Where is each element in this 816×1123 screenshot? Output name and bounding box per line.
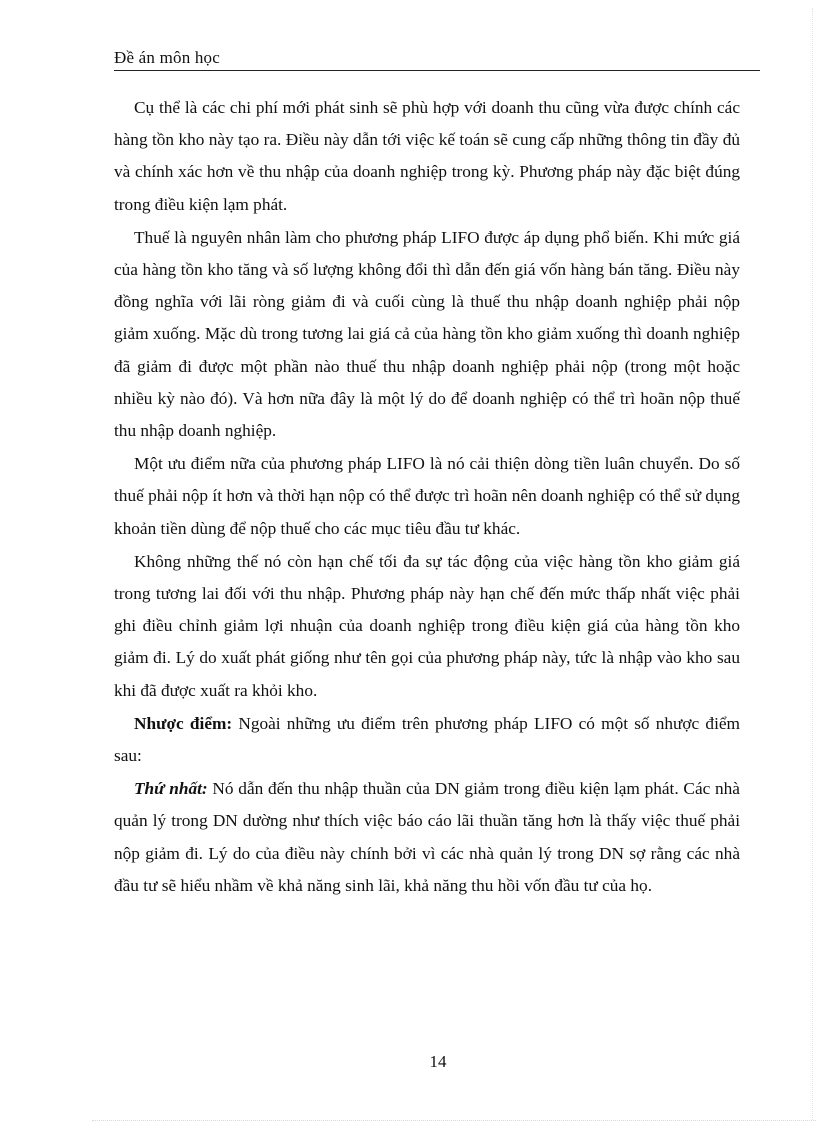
- paragraph-1: Cụ thể là các chi phí mới phát sinh sẽ phù hợp với doanh thu cũng vừa được chính các hàng tồn kho này tạo ra. Điều này dẫn tới việc kế toán sẽ cung cấp những thông tin đầy đủ và chính xác hơn về thu nhập của doanh nghiệp trong kỳ. Phương pháp này đặc biệt đúng trong điều kiện lạm phát.: [114, 98, 740, 214]
- page-edge-right: [812, 8, 813, 1120]
- header-title: Đề án môn học: [114, 48, 220, 67]
- paragraph-2: Thuế là nguyên nhân làm cho phương pháp LIFO được áp dụng phổ biến. Khi mức giá của hàng tồn kho tăng và số lượng không đổi thì dẫn đến giá vốn hàng bán tăng. Điều này đồng nghĩa với lãi ròng giảm đi và cuối cùng là thuế thu nhập doanh nghiệp phải nộp giảm xuống. Mặc dù trong tương lai giá cả của hàng tồn kho giảm xuống thì doanh nghiệp đã giảm đi được một phần nào thuế thu nhập doanh nghiệp phải nộp (trong một hoặc nhiều kỳ nào đó). Và hơn nữa đây là một lý do để doanh nghiệp có thể trì hoãn nộp thuế thu nhập doanh nghiệp.: [114, 227, 740, 441]
- page-header: [114, 48, 760, 71]
- page-number: 14: [429, 1052, 447, 1071]
- page-edge-bottom: [92, 1120, 816, 1121]
- first-point-text: Nó dẫn đến thu nhập thuần của DN giảm trong điều kiện lạm phát. Các nhà quản lý trong DN dường như thích việc báo cáo lãi thuần tăng hơn là thấy việc thuế phải nộp giảm đi. Lý do của điều này chính bởi vì các nhà quản lý trong DN sợ rằng các nhà đầu tư sẽ hiểu nhầm về khả năng sinh lãi, khả năng thu hồi vốn đầu tư của họ.: [114, 779, 740, 895]
- paragraph-5: [114, 708, 740, 772]
- paragraph-3: Một ưu điểm nữa của phương pháp LIFO là nó cải thiện dòng tiền luân chuyển. Do số thuế phải nộp ít hơn và thời hạn nộp có thể được trì hoãn nên doanh nghiệp có thể sử dụng khoản tiền dùng để nộp thuế cho các mục tiêu đầu tư khác.: [114, 454, 740, 538]
- paragraph-4: Không những thế nó còn hạn chế tối đa sự tác động của việc hàng tồn kho giảm giá trong tương lai đối với thu nhập. Phương pháp này hạn chế đến mức thấp nhất việc phải ghi điều chỉnh giảm lợi nhuận của doanh nghiệp trong điều kiện giá của hàng tồn kho giảm đi. Lý do xuất phát giống như tên gọi của phương pháp này, tức là nhập vào kho sau khi đã được xuất ra khỏi kho.: [114, 551, 740, 700]
- disadvantage-label: Nhược điểm:: [134, 713, 233, 733]
- document-body: [114, 92, 740, 903]
- disadvantage-text: Ngoài những ưu điểm trên phương pháp LIFO có một số nhược điểm sau:: [114, 713, 740, 766]
- paragraph-6: [114, 773, 740, 902]
- first-point-label: Thứ nhất:: [134, 779, 208, 799]
